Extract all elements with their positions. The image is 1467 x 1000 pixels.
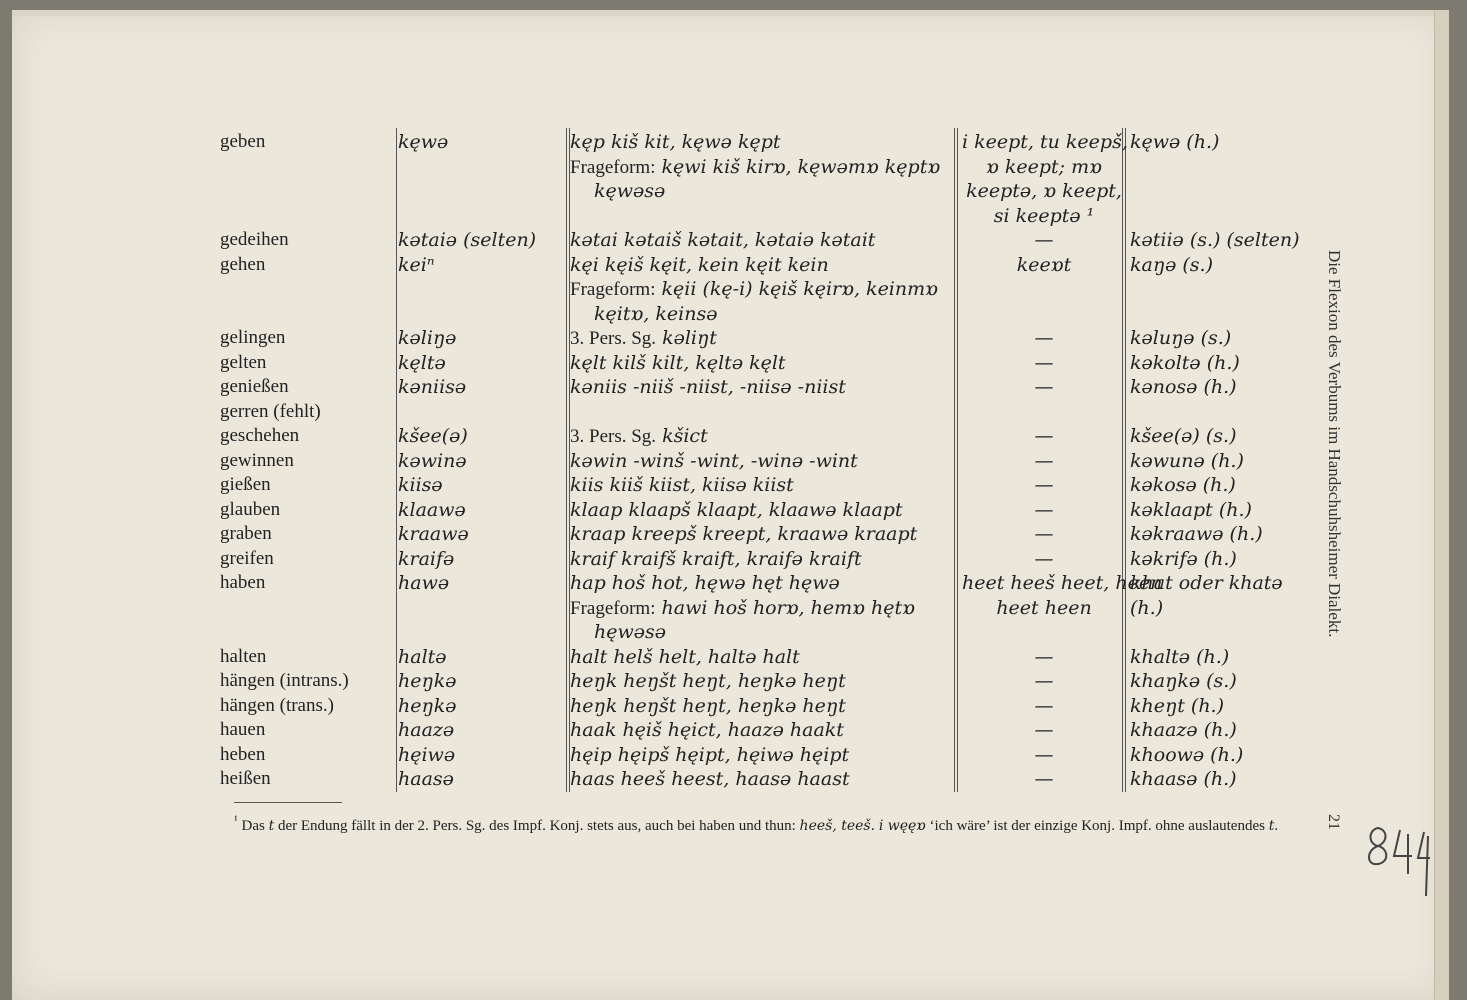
footnote-text: der Endung fällt in der 2. Pers. Sg. des Impf. Konj. stets aus, auch bei haben und thun: — [277, 818, 796, 834]
subjunctive-cell: — — [1034, 768, 1054, 790]
table-row — [220, 375, 1300, 399]
preterite-form: kęlt kilš kilt, kęltə kęlt — [570, 351, 786, 374]
preterite-form: kraif kraifš kraift, kraifə kraift — [570, 547, 862, 570]
infinitive-cell: kęwə — [398, 131, 449, 153]
verb-cell: halten — [220, 645, 267, 667]
table-row — [220, 179, 1300, 203]
table-row — [220, 228, 1300, 252]
preterite-cell — [570, 228, 875, 252]
preterite-form: kęp kiš kit, kęwə kępt — [570, 131, 781, 153]
preterite-form: kəliŋt — [662, 327, 717, 349]
infinitive-cell: heŋkə — [398, 694, 457, 717]
participle-cell: kaŋə (s.) — [1130, 253, 1213, 276]
table-row — [220, 645, 1300, 669]
infinitive-cell: klaawə — [398, 498, 466, 521]
preterite-form: kətai kətaiš kətait, kətaiə kətait — [570, 229, 876, 251]
infinitive-cell: kəliŋə — [398, 327, 457, 349]
form-label: Frageform: — [570, 279, 656, 300]
preterite-form: kęwi kiš kirɒ, kęwəmɒ kęptɒ — [661, 155, 941, 178]
verb-cell: gehen — [220, 253, 266, 275]
table-row — [220, 400, 1300, 424]
subjunctive-cell: keeptə, ɒ keept, — [966, 180, 1122, 202]
form-label: 3. Pers. Sg. — [570, 328, 657, 349]
table-row — [220, 155, 1300, 179]
preterite-cell — [570, 743, 849, 767]
footnote-text: ‘ich wäre’ ist der einzige Konj. Impf. ohne auslautendes — [929, 818, 1265, 834]
subjunctive-cell: — — [1034, 670, 1054, 692]
preterite-cell — [570, 522, 917, 546]
table-row — [220, 424, 1300, 448]
participle-cell: kęwə (h.) — [1130, 131, 1220, 153]
subjunctive-cell: — — [1034, 743, 1054, 766]
preterite-form: kiis kiiš kiist, kiisə kiist — [570, 474, 794, 496]
verb-cell: gießen — [220, 474, 271, 495]
preterite-form: kęi kęiš kęit, kein kęit kein — [570, 253, 829, 276]
verb-cell: gedeihen — [220, 229, 289, 250]
preterite-cell — [570, 694, 846, 718]
subjunctive-cell: — — [1034, 694, 1054, 717]
table-row — [220, 253, 1300, 277]
infinitive-cell: kęltə — [398, 351, 446, 374]
verb-cell: geben — [220, 131, 266, 152]
participle-cell: khaazə (h.) — [1130, 719, 1237, 741]
form-label: Frageform: — [570, 597, 656, 619]
running-head-text: Die Flexion des Verbums im Handschuhsheimer Dialekt. — [1325, 250, 1344, 638]
preterite-form: hęwəsə — [594, 621, 666, 643]
participle-cell: kəwunə (h.) — [1130, 449, 1244, 472]
table-row — [220, 620, 1300, 644]
verb-cell: greifen — [220, 547, 274, 569]
subjunctive-cell: — — [1034, 498, 1054, 521]
table-row — [220, 694, 1300, 718]
table-row — [220, 669, 1300, 693]
preterite-cell — [570, 326, 717, 351]
verb-cell: gerren (fehlt) — [220, 400, 321, 422]
verb-cell: heben — [220, 743, 266, 765]
preterite-cell — [570, 547, 862, 571]
table-row — [220, 718, 1300, 742]
participle-cell: kəkrifə (h.) — [1130, 547, 1237, 570]
preterite-form: kəniis -niiš -niist, -niisə -niist — [570, 376, 846, 398]
preterite-cell — [570, 498, 903, 522]
participle-cell: kšee(ə) (s.) — [1130, 425, 1237, 447]
preterite-form: kęitɒ, keinsə — [594, 302, 718, 325]
table-row — [220, 326, 1300, 350]
preterite-form: kęii (kę-i) kęiš kęirɒ, keinmɒ — [661, 278, 938, 300]
footnote-rule — [234, 802, 342, 803]
subjunctive-cell: — — [1034, 645, 1054, 668]
infinitive-cell: kraifə — [398, 547, 455, 570]
preterite-cell — [570, 155, 940, 180]
footnote-italic: t — [268, 818, 275, 834]
subjunctive-cell: — — [1034, 327, 1054, 349]
footnote-italic: heeš, teeš. — [799, 818, 876, 834]
subjunctive-cell: — — [1034, 351, 1054, 374]
preterite-cell — [570, 351, 786, 375]
subjunctive-cell: — — [1034, 719, 1054, 741]
infinitive-cell: hawə — [398, 572, 450, 594]
participle-cell: khaŋkə (s.) — [1130, 670, 1237, 692]
preterite-cell — [594, 179, 665, 203]
table-row — [220, 743, 1300, 767]
preterite-cell — [570, 473, 794, 497]
verb-cell: hängen (intrans.) — [220, 670, 349, 691]
preterite-cell — [594, 302, 717, 326]
preterite-cell — [570, 767, 850, 791]
footnote-text: Das — [241, 818, 265, 834]
preterite-form: kəwin -winš -wint, -winə -wint — [570, 449, 858, 472]
preterite-cell — [570, 375, 846, 399]
preterite-form: haak hęiš hęict, haazə haakt — [570, 719, 844, 741]
table-row — [220, 596, 1300, 620]
subjunctive-cell: keeɒt — [1016, 253, 1072, 276]
preterite-cell — [570, 424, 708, 449]
table-row — [220, 302, 1300, 326]
preterite-form: kraap kreepš kreept, kraawə kraapt — [570, 523, 918, 545]
table-row — [220, 473, 1300, 497]
preterite-form: klaap klaapš klaapt, klaawə klaapt — [570, 498, 903, 521]
participle-cell: kəluŋə (s.) — [1130, 327, 1232, 349]
preterite-cell — [570, 253, 829, 277]
preterite-form: heŋk heŋšt heŋt, heŋkə heŋt — [570, 694, 846, 717]
subjunctive-cell: heet heeš heet, heen — [962, 572, 1163, 594]
preterite-form: haas heeš heest, haasə haast — [570, 768, 850, 790]
page-top-edge — [12, 10, 1449, 16]
footnote-italic: t — [1268, 818, 1275, 834]
participle-cell: (h.) — [1130, 596, 1164, 619]
verb-cell: gelten — [220, 351, 267, 373]
participle-cell: khaasə (h.) — [1130, 768, 1237, 790]
verb-cell: haben — [220, 572, 266, 593]
subjunctive-cell: ɒ keept; mɒ — [986, 155, 1102, 178]
verb-cell: graben — [220, 523, 272, 544]
participle-cell: kətiiə (s.) (selten) — [1130, 229, 1300, 251]
page-number: 21 — [1325, 814, 1342, 830]
preterite-cell — [570, 596, 915, 621]
participle-cell: khoowə (h.) — [1130, 743, 1244, 766]
table-row — [220, 449, 1300, 473]
infinitive-cell: haazə — [398, 719, 455, 741]
subjunctive-cell: — — [1034, 523, 1054, 545]
preterite-form: hęip hęipš hęipt, hęiwə hęipt — [570, 743, 850, 766]
participle-cell: kəkosə (h.) — [1130, 474, 1236, 496]
infinitive-cell: kəniisə — [398, 376, 467, 398]
infinitive-cell: haasə — [398, 768, 454, 790]
verb-cell: glauben — [220, 498, 281, 520]
infinitive-cell: kəwinə — [398, 449, 467, 472]
preterite-cell — [570, 571, 840, 595]
footnote — [234, 810, 1296, 837]
preterite-cell — [570, 277, 938, 302]
subjunctive-cell: — — [1034, 547, 1054, 570]
verb-cell: geschehen — [220, 425, 300, 446]
preterite-cell — [570, 449, 858, 473]
table-row — [220, 571, 1300, 595]
infinitive-cell: kšee(ə) — [398, 425, 468, 447]
table-row — [220, 767, 1300, 791]
participle-cell: khaltə (h.) — [1130, 645, 1230, 668]
table-row — [220, 130, 1300, 154]
table-row — [220, 204, 1300, 228]
running-head — [1324, 250, 1344, 730]
verb-cell: hängen (trans.) — [220, 694, 334, 716]
infinitive-cell: heŋkə — [398, 670, 457, 692]
subjunctive-cell: heet heen — [996, 596, 1092, 619]
preterite-form: kęwəsə — [594, 180, 666, 202]
preterite-form: kšict — [662, 425, 708, 447]
table-row — [220, 277, 1300, 301]
participle-cell: kəkoltə (h.) — [1130, 351, 1240, 374]
preterite-form: hawi hoš horɒ, hemɒ hętɒ — [661, 596, 915, 619]
preterite-cell — [570, 718, 844, 742]
table-row — [220, 351, 1300, 375]
infinitive-cell: hęiwə — [398, 743, 456, 766]
subjunctive-cell: — — [1034, 229, 1054, 251]
page-binding-edge — [1434, 10, 1449, 1000]
table-row — [220, 522, 1300, 546]
preterite-cell — [594, 620, 666, 644]
subjunctive-cell: — — [1034, 425, 1054, 447]
participle-cell: khat oder khatə — [1130, 572, 1283, 594]
infinitive-cell: kətaiə (selten) — [398, 229, 537, 251]
footnote-text: . — [1274, 818, 1279, 834]
book-page — [12, 10, 1449, 1000]
participle-cell: kəklaapt (h.) — [1130, 498, 1252, 521]
participle-cell: kheŋt (h.) — [1130, 694, 1225, 717]
preterite-cell — [570, 130, 781, 154]
subjunctive-cell: — — [1034, 474, 1054, 496]
preterite-cell — [570, 669, 846, 693]
verb-cell: genießen — [220, 376, 289, 397]
participle-cell: kənosə (h.) — [1130, 376, 1237, 398]
preterite-cell — [570, 645, 800, 669]
preterite-form: halt helš helt, haltə halt — [570, 645, 800, 668]
preterite-form: heŋk heŋšt heŋt, heŋkə heŋt — [570, 670, 846, 692]
form-label: 3. Pers. Sg. — [570, 426, 657, 447]
subjunctive-cell: i keept, tu keepš, — [962, 131, 1128, 153]
verb-conjugation-table — [220, 122, 1300, 812]
infinitive-cell: kraawə — [398, 523, 469, 545]
infinitive-cell: kiisə — [398, 474, 443, 496]
verb-cell: hauen — [220, 719, 266, 740]
footnote-mark: ¹ — [234, 813, 238, 827]
verb-cell: heißen — [220, 768, 271, 789]
subjunctive-cell: — — [1034, 376, 1054, 398]
verb-cell: gelingen — [220, 327, 286, 348]
subjunctive-cell: — — [1034, 449, 1054, 472]
subjunctive-cell: si keeptə ¹ — [993, 204, 1095, 227]
form-label: Frageform: — [570, 156, 656, 178]
table-row — [220, 498, 1300, 522]
preterite-form: hap hoš hot, hęwə hęt hęwə — [570, 572, 840, 594]
participle-cell: kəkraawə (h.) — [1130, 523, 1263, 545]
table-row — [220, 547, 1300, 571]
infinitive-cell: haltə — [398, 645, 447, 668]
footnote-italic: i węęɒ — [878, 818, 926, 834]
infinitive-cell: keiⁿ — [398, 253, 435, 276]
verb-cell: gewinnen — [220, 449, 294, 471]
pencil-note — [1360, 822, 1430, 898]
